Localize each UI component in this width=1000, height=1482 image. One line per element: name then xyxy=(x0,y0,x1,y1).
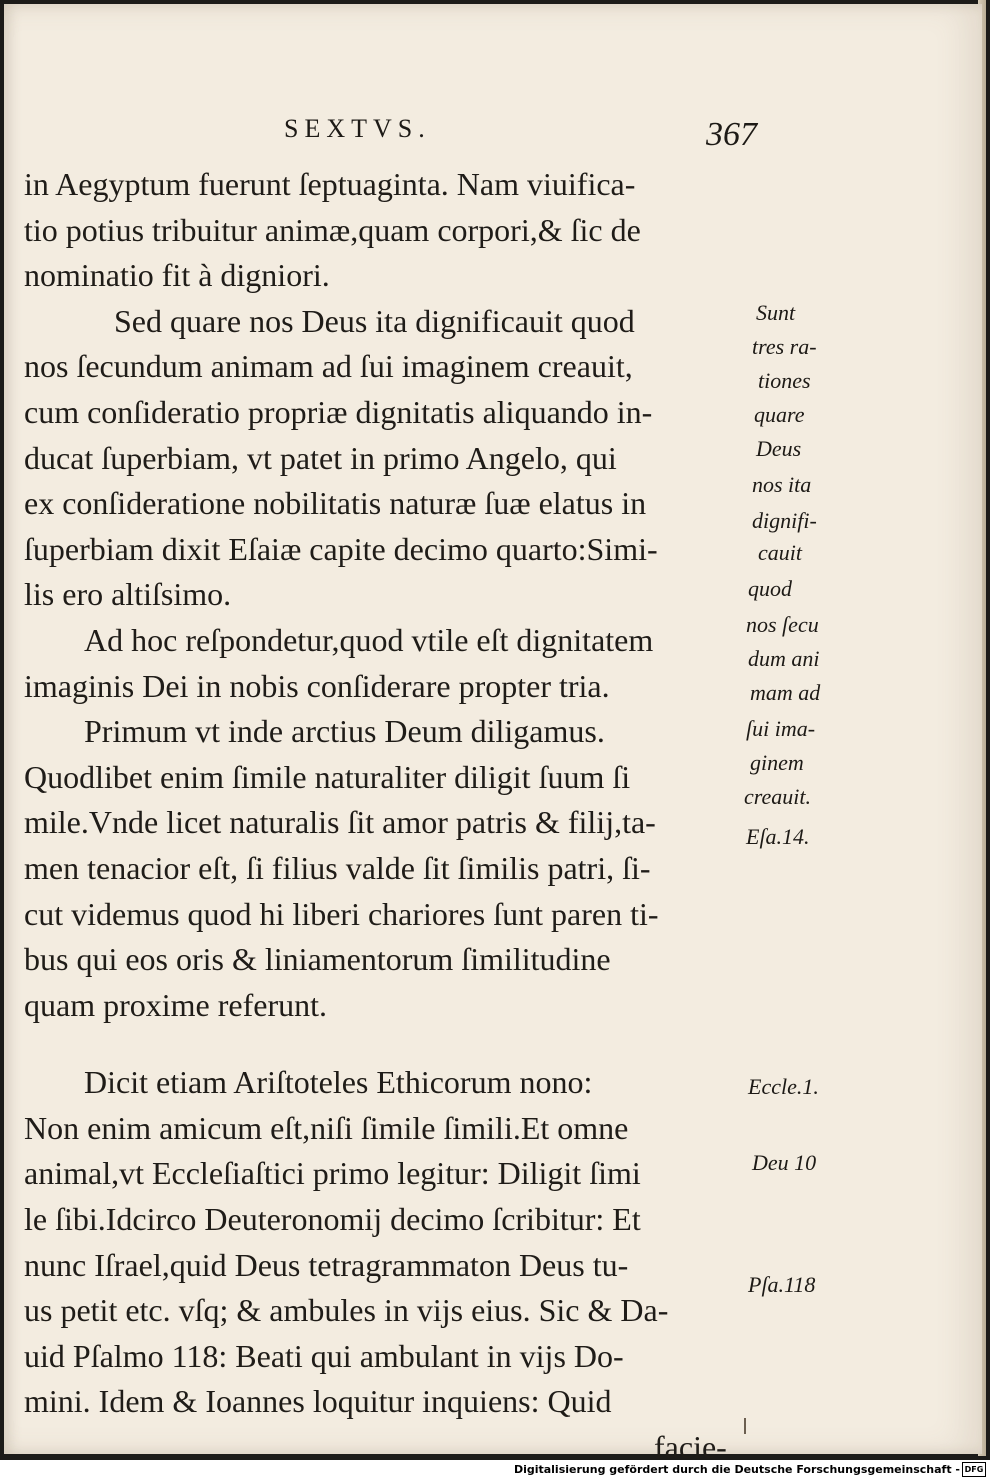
text-line: us petit etc. vſq; & ambules in vijs eius. Sic & Da- xyxy=(24,1292,669,1329)
text-line: bus qui eos oris & liniamentorum ſimilitudine xyxy=(24,941,611,978)
text-line: uid Pſalmo 118: Beati qui ambulant in vijs Do- xyxy=(24,1337,624,1374)
text-line: nos ſecundum animam ad ſui imaginem creauit, xyxy=(24,348,633,385)
text-line: Ad hoc reſpondetur,quod vtile eſt dignitatem xyxy=(84,621,654,658)
page-number: 367 xyxy=(706,116,757,153)
margin-note: Eccle.1. xyxy=(748,1074,819,1099)
dfg-logo: DFG xyxy=(962,1462,986,1477)
margin-note: mam ad xyxy=(750,680,821,705)
text-line: cum conſideratio propriæ dignitatis aliquando in- xyxy=(24,393,653,430)
text-line: nominatio fit à digniori. xyxy=(24,257,330,294)
text-line: ſuperbiam dixit Eſaiæ capite decimo quarto:Simi- xyxy=(24,530,658,567)
margin-note: nos ſecu xyxy=(746,612,819,637)
digitization-note: Digitalisierung gefördert durch die Deutsche Forschungsgemeinschaft - xyxy=(513,1463,960,1476)
margin-note: Deu 10 xyxy=(752,1150,817,1175)
text-line: Sed quare nos Deus ita dignificauit quod xyxy=(114,302,635,339)
text-line: lis ero altiſsimo. xyxy=(24,576,232,613)
book-page xyxy=(4,4,982,1466)
stray-mark xyxy=(744,1418,746,1434)
text-line: imaginis Dei in nobis conſiderare propter tria. xyxy=(24,667,610,704)
text-line: animal,vt Eccleſiaſtici primo legitur: Diligit ſimi xyxy=(24,1155,641,1192)
text-line: tio potius tribuitur animæ,quam corpori,& ſic de xyxy=(24,211,641,248)
margin-note: dum ani xyxy=(748,646,820,671)
margin-note: nos ita xyxy=(752,472,812,497)
margin-note: quare xyxy=(754,402,805,427)
margin-note: cauit xyxy=(758,540,802,565)
margin-note: ſui ima- xyxy=(746,716,816,741)
text-line: Quodlibet enim ſimile naturaliter diligit ſuum ſi xyxy=(24,758,631,795)
text-line: mini. Idem & Ioannes loquitur inquiens: Quid xyxy=(24,1383,612,1420)
running-head: SEXTVS. xyxy=(284,114,431,143)
text-line: Non enim amicum eſt,niſi ſimile ſimili.Et omne xyxy=(24,1109,629,1146)
margin-note: quod xyxy=(748,576,792,601)
text-line: le ſibi.Idcirco Deuteronomij decimo ſcribitur: Et xyxy=(24,1201,641,1238)
text-line: ducat ſuperbiam, vt patet in primo Angelo, qui xyxy=(24,439,617,476)
margin-note: creauit. xyxy=(744,784,811,809)
text-line: in Aegyptum fuerunt ſeptuaginta. Nam viuifica- xyxy=(24,166,636,202)
main-text xyxy=(24,162,759,1471)
margin-note: ginem xyxy=(750,750,804,775)
text-line: men tenacior eſt, ſi filius valde ſit ſimilis patri, ſi- xyxy=(24,849,651,886)
text-line: ex conſideratione nobilitatis naturæ ſuæ elatus in xyxy=(24,485,647,522)
text-line: Dicit etiam Ariſtoteles Ethicorum nono: xyxy=(84,1064,593,1101)
margin-note: Eſa.14. xyxy=(746,824,810,849)
text-line: cut videmus quod hi liberi chariores ſunt paren ti- xyxy=(24,895,659,932)
margin-note: Deus xyxy=(756,436,802,461)
margin-note: tiones xyxy=(758,368,811,393)
text-line: Primum vt inde arctius Deum diligamus. xyxy=(84,713,605,750)
catchword: facie- xyxy=(654,1429,727,1466)
margin-note: Pſa.118 xyxy=(748,1272,816,1297)
margin-note: dignifi- xyxy=(752,508,817,533)
text-line: nunc Iſrael,quid Deus tetragrammaton Deus tu- xyxy=(24,1246,629,1283)
margin-note: tres ra- xyxy=(752,334,817,359)
text-line: quam proxime referunt. xyxy=(24,986,327,1023)
margin-note: Sunt xyxy=(756,300,796,325)
text-line: mile.Vnde licet naturalis ſit amor patris & filij,ta- xyxy=(24,804,656,841)
